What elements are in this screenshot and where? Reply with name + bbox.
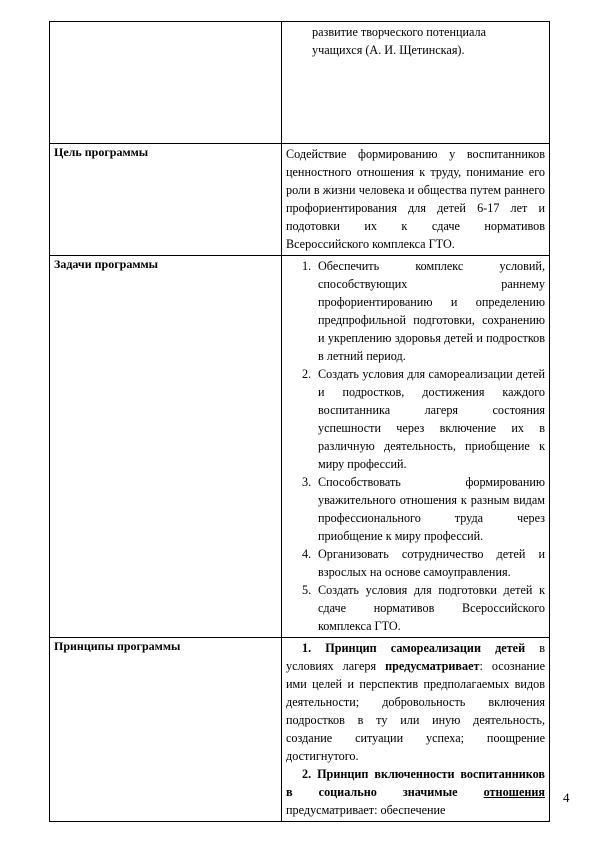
list-item-text: Создать условия для подготовки детей к сдаче нормативов Всероссийского комплекса ГТО. [318,583,545,633]
page-number: 4 [563,790,570,805]
tasks-label: Задачи программы [50,256,282,638]
list-item-text: Обеспечить комплекс условий, способствующих раннему профориентированию и определению предпрофильной подготовки, сохранению и укреплению здоровья детей и подростков в летний период. [318,259,545,363]
principle-title: 1. Принцип самореализации детей [302,641,526,655]
list-item [286,473,545,545]
list-number: 2. [302,367,312,381]
continuation-line: учащихся (А. И. Щетинская). [312,43,465,57]
continuation-line: развитие творческого потенциала [312,25,487,39]
principle-title-underlined: отношения [483,785,545,799]
table-row [50,22,550,144]
continuation-cell [282,22,550,144]
list-item [286,581,545,635]
list-number: 5. [302,583,312,597]
goal-label: Цель программы [50,144,282,256]
list-number: 4. [302,547,312,561]
principle-paragraph [286,765,545,819]
list-item [286,257,545,365]
list-item [286,365,545,473]
goal-text: Содействие формированию у воспитанников ценностного отношения к труду, понимание его роли в жизни человека и общества путем раннего профориентирования для детей 6-17 лет и подотовки их к сдаче нормативов Всероссийского комплекса ГТО. [282,144,550,256]
principle-text: в условиях лагеря [286,641,545,673]
table-row [50,638,550,822]
program-table [49,21,550,822]
table-row [50,144,550,256]
list-item [286,545,545,581]
principle-text: предусматривает: обеспечение [286,803,446,817]
list-number: 3. [302,475,312,489]
empty-label-cell [50,22,282,144]
tasks-cell [282,256,550,638]
list-number: 1. [302,259,312,273]
principle-paragraph [286,639,545,765]
table-row [50,256,550,638]
principles-cell [282,638,550,822]
tasks-list [286,257,545,635]
principle-text: : осознание ими целей и перспектив предполагаемых видов деятельности; добровольность включения подростков в ту или иную деятельность, создание ситуации успеха; поощрение достигнутого. [286,659,545,763]
principles-label: Принципы программы [50,638,282,822]
list-item-text: Организовать сотрудничество детей и взрослых на основе самоуправления. [318,547,545,579]
principle-keyword: предусматривает [385,659,480,673]
list-item-text: Способствовать формированию уважительного отношения к разным видам профессионального труда через приобщение к миру профессий. [318,475,545,543]
list-item-text: Создать условия для самореализации детей и подростков, достижения каждого воспитанника лагеря состояния успешности через включение их в различную деятельность, приобщение к миру профессий. [318,367,545,471]
principle-title: 2. Принцип включенности воспитанников в социально значимые [286,767,545,799]
